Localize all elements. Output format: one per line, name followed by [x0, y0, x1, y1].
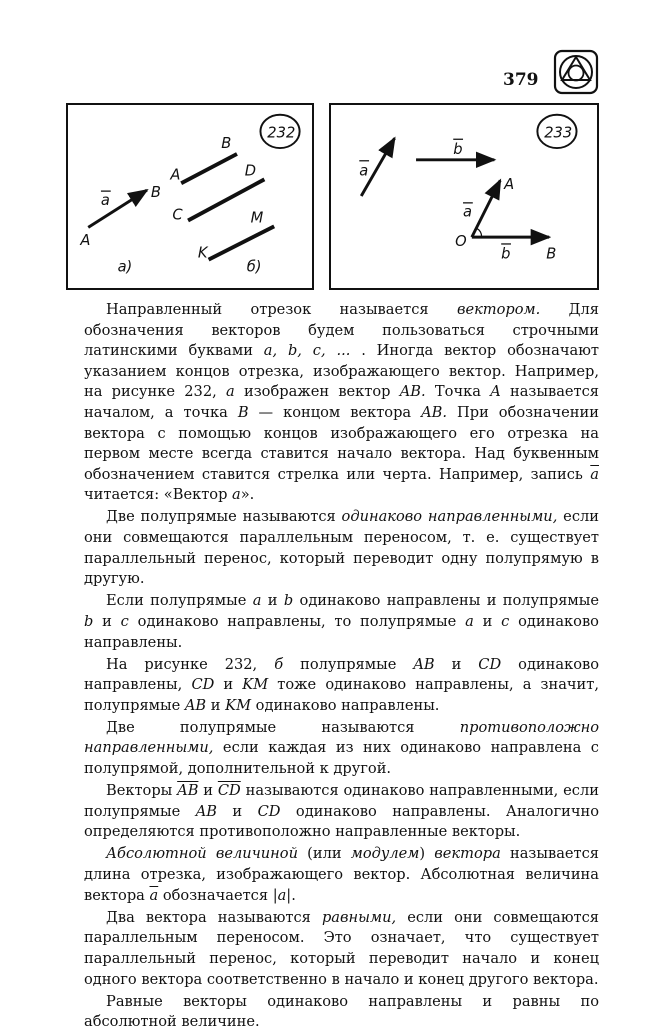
text-run: называется длина отрезка, изображающего вектор. Абсолютная величина вектора	[84, 845, 599, 904]
text-run: Равные векторы одинаково направлены и равны по абсолютной величине.	[84, 992, 599, 1031]
text-run: Две полупрямые называются	[106, 718, 460, 736]
text-run: и	[206, 696, 226, 714]
point-B: B	[221, 135, 232, 153]
text-run: — концом вектора	[248, 403, 422, 421]
term: вектором.	[456, 301, 541, 318]
vector-a-label: a	[463, 203, 473, 221]
point-M: M	[250, 209, 264, 227]
math: A	[490, 383, 501, 401]
text-run: и	[261, 592, 284, 610]
text-run: )	[419, 845, 435, 863]
vector-b-label: b	[453, 140, 463, 158]
text-run: читается: «Вектор	[84, 486, 233, 504]
math: $\overline{CD}$	[217, 782, 241, 800]
text-run: одинаково направлены.	[251, 696, 440, 714]
ray-KM	[209, 226, 275, 259]
text-run: Две полупрямые называются	[106, 508, 342, 526]
text-run: При обозначении вектора с помощью концов изображающего его отрезка на первом месте всегда ставится начало вектора. Над буквенным обозначением ставится стрелка или черта. Например, запись	[84, 403, 599, 483]
point-A: A	[80, 231, 91, 249]
text-run: обозначается	[158, 886, 273, 904]
math: b	[84, 612, 94, 630]
math: KM	[242, 676, 269, 694]
figure-badge-label: 233	[544, 124, 573, 142]
math: CD	[478, 655, 502, 673]
math: $\overline{a}$	[590, 465, 599, 483]
point-O: O	[455, 232, 467, 250]
text-run: называется началом, а точка	[84, 383, 600, 421]
paragraph	[84, 507, 599, 589]
paragraph	[84, 844, 599, 906]
math: AB	[184, 696, 207, 714]
paragraph	[84, 781, 599, 843]
point-B: B	[546, 245, 557, 263]
math: $\overline{a}$	[149, 886, 159, 904]
text-run: одинаково направлены и полупрямые	[293, 592, 600, 610]
math: B	[237, 403, 249, 421]
math: CD	[257, 802, 281, 820]
text-run: одинаково направлены.	[84, 612, 599, 651]
text-run: если каждая из них одинаково направлена с полупрямой, дополнительной к другой.	[84, 739, 599, 778]
text-run: если они совмещаются параллельным переносом, т. е. существует параллельный перенос, который переводит одну полупрямую в другую.	[84, 508, 599, 588]
paragraph	[84, 300, 599, 506]
text-run: На рисунке 232,	[106, 655, 275, 673]
text-run: .	[291, 886, 296, 904]
point-K: K	[197, 244, 208, 262]
vector-a	[88, 190, 147, 227]
paragraph	[84, 591, 599, 653]
math: а	[226, 383, 235, 401]
math: KM	[225, 696, 252, 714]
text-run: и	[198, 782, 218, 800]
point-A: A	[170, 166, 181, 184]
paragraph	[84, 718, 599, 780]
point-A: A	[504, 176, 515, 194]
math: c	[120, 612, 129, 630]
vector-a-label: a	[100, 191, 110, 209]
text-run: Для обозначения векторов будем пользоваться строчными латинскими буквами	[84, 301, 600, 360]
paragraph	[84, 908, 599, 990]
vector-OA	[472, 180, 500, 237]
term: модулем	[350, 845, 420, 863]
text-run: если они совмещаются параллельным переносом. Это означает, что существует параллельный перенос, который переводит начало и конец одного вектора соответственно в начало и конец другого вектора.	[84, 908, 599, 988]
vector-b-label: b	[501, 245, 511, 263]
text-run: и	[214, 676, 243, 694]
text-run: Направленный отрезок называется	[106, 301, 457, 318]
term: равными,	[321, 908, 397, 926]
text-run: и	[434, 655, 479, 673]
point-D: D	[244, 162, 257, 180]
math: б	[274, 655, 284, 673]
math: $\overline{AB}$	[177, 782, 199, 800]
chapter-logo-icon	[553, 49, 599, 95]
text-run: (или	[297, 845, 351, 863]
text-run: Точка	[425, 383, 491, 401]
figure-232	[66, 103, 314, 290]
text-run: ».	[240, 486, 255, 504]
body-text	[84, 300, 599, 1034]
subfigure-a-label: а)	[117, 258, 133, 276]
text-run: называются одинаково направленными, если полупрямые	[84, 782, 599, 820]
text-run: Если полупрямые	[106, 592, 253, 610]
text-run: и	[473, 612, 502, 630]
subfigure-b-label: б)	[246, 258, 262, 276]
math: AB.	[399, 383, 426, 401]
text-run: одинаково направлены. Аналогично определяются противоположно направленные векторы.	[84, 802, 600, 841]
text-run: тоже одинаково направлены, а значит, полупрямые	[84, 676, 599, 714]
math: AB.	[421, 403, 448, 421]
ray-AB	[181, 154, 237, 183]
text-run: изображен вектор	[234, 383, 400, 401]
text-run: одинаково направлены,	[84, 655, 599, 694]
math: a	[465, 612, 474, 630]
math: AB	[413, 655, 435, 673]
math: a	[232, 486, 241, 504]
figure-233	[329, 103, 599, 290]
math: c	[501, 612, 510, 630]
math: a, b, c, ...	[263, 342, 351, 360]
text-run: одинаково направлены, то полупрямые	[128, 612, 466, 630]
math: AB	[195, 802, 217, 820]
point-B: B	[150, 183, 161, 201]
paragraph	[84, 655, 599, 717]
text-run: Два вектора называются	[106, 908, 322, 926]
math: a	[252, 592, 262, 610]
figure-badge-label: 232	[267, 124, 296, 142]
term: вектора	[434, 845, 501, 863]
math: b	[283, 592, 294, 610]
math: |a|	[272, 886, 292, 904]
math: CD	[191, 676, 215, 694]
point-C: C	[172, 206, 183, 224]
text-run: и	[93, 612, 121, 630]
page-number: 379	[503, 70, 539, 90]
paragraph	[84, 992, 599, 1033]
term: противоположно направленными,	[84, 718, 599, 757]
text-run: и	[216, 802, 258, 820]
text-run: . Иногда вектор обозначают указанием концов отрезка, изображающего вектор. Например, на рисунке 232,	[84, 342, 599, 401]
text-run: Векторы	[106, 782, 178, 800]
vector-a-label: a	[359, 162, 369, 180]
term: Абсолютной величиной	[106, 845, 298, 863]
term: одинаково направленными,	[341, 508, 558, 526]
text-run: полупрямые	[283, 655, 414, 673]
